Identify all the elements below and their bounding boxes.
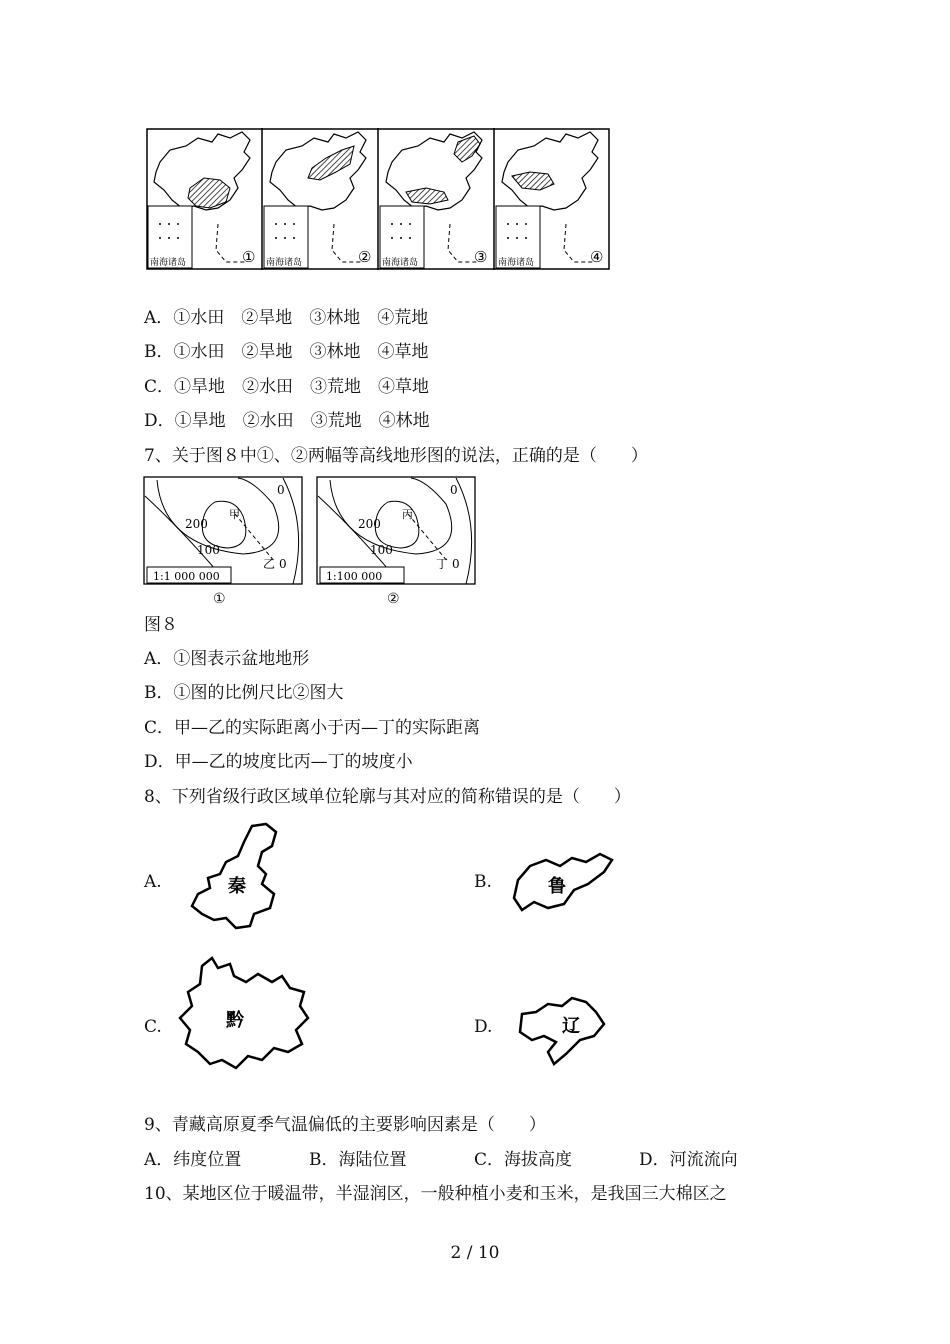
contour-map-2 [316, 476, 476, 588]
scale-label-1: 1:1 000 000 [153, 570, 220, 583]
land-use-maps-svg [146, 128, 610, 270]
inset-label: 南海诸岛 [498, 258, 535, 268]
page-number: 2 / 10 [450, 1243, 500, 1263]
q7-option-d[interactable]: D．甲—乙的坡度比丙—丁的坡度小 [144, 752, 413, 772]
province-outline-shaanxi [188, 822, 284, 930]
contour-map-1 [143, 476, 303, 588]
province-abbr-liao: 辽 [562, 1016, 580, 1037]
map-number-label: ③ [474, 248, 488, 266]
q9-option-d[interactable]: D．河流流向 [639, 1150, 738, 1170]
inset-label: 南海诸岛 [150, 258, 187, 268]
q7-stem: 7、关于图８中①、②两幅等高线地形图的说法，正确的是（ ） [144, 446, 648, 466]
q6-option-c[interactable]: C．①旱地 ②水田 ③荒地 ④草地 [144, 377, 430, 397]
contour-map-1-label: ① [213, 591, 226, 607]
q6-option-b[interactable]: B．①水田 ②旱地 ③林地 ④草地 [144, 342, 429, 362]
province-outline-liaoning [514, 994, 608, 1068]
point-bing: 丙 [402, 508, 413, 521]
map-number-label: ④ [590, 248, 604, 266]
province-outline-guizhou [176, 952, 316, 1076]
figure-caption: 图８ [144, 615, 178, 635]
q8-option-b-letter[interactable]: B. [474, 872, 492, 892]
province-outline-shandong [508, 852, 618, 914]
contour-label-200: 200 [358, 517, 381, 531]
contour-label-100: 100 [370, 543, 393, 557]
scale-label-2: 1:100 000 [326, 570, 383, 583]
contour-map-2-label: ② [387, 591, 400, 607]
q6-option-a[interactable]: A．①水田 ②旱地 ③林地 ④荒地 [144, 308, 429, 328]
map-number-label: ② [358, 248, 372, 266]
province-abbr-qin: 秦 [228, 876, 246, 897]
q9-stem: 9、青藏高原夏季气温偏低的主要影响因素是（ ） [144, 1115, 546, 1135]
point-ding: 丁 [436, 557, 449, 571]
q9-option-c[interactable]: C．海拔高度 [474, 1150, 573, 1170]
contour-label-200: 200 [185, 517, 208, 531]
q7-option-b[interactable]: B．①图的比例尺比②图大 [144, 683, 344, 703]
map-number-label: ① [242, 248, 256, 266]
point-jia: 甲 [229, 508, 240, 521]
q8-option-a-letter[interactable]: A. [144, 872, 162, 892]
land-use-maps-figure [146, 128, 610, 270]
contour-label-100: 100 [197, 543, 220, 557]
province-abbr-lu: 鲁 [548, 876, 566, 897]
inset-label: 南海诸岛 [266, 258, 303, 268]
q7-option-a[interactable]: A．①图表示盆地地形 [144, 649, 310, 669]
q9-option-b[interactable]: B．海陆位置 [309, 1150, 407, 1170]
q8-option-d-letter[interactable]: D. [474, 1017, 493, 1037]
q9-options-row [144, 1149, 738, 1171]
province-abbr-qian: 黔 [226, 1010, 244, 1031]
contour-label-0: 0 [277, 483, 285, 497]
q8-option-c-letter[interactable]: C. [144, 1017, 162, 1037]
q6-option-d[interactable]: D．①旱地 ②水田 ③荒地 ④林地 [144, 411, 430, 431]
contour-label-0b: 0 [279, 557, 287, 571]
q8-stem: 8、下列省级行政区域单位轮廓与其对应的简称错误的是（ ） [144, 787, 631, 807]
q9-option-a[interactable]: A．纬度位置 [144, 1150, 242, 1170]
inset-label: 南海诸岛 [382, 258, 419, 268]
q7-option-c[interactable]: C．甲—乙的实际距离小于丙—丁的实际距离 [144, 718, 481, 738]
q10-stem: 10、某地区位于暖温带，半湿润区，一般种植小麦和玉米，是我国三大棉区之 [144, 1184, 727, 1204]
contour-label-0: 0 [450, 483, 458, 497]
point-yi: 乙 [263, 557, 276, 571]
contour-label-0b: 0 [452, 557, 460, 571]
